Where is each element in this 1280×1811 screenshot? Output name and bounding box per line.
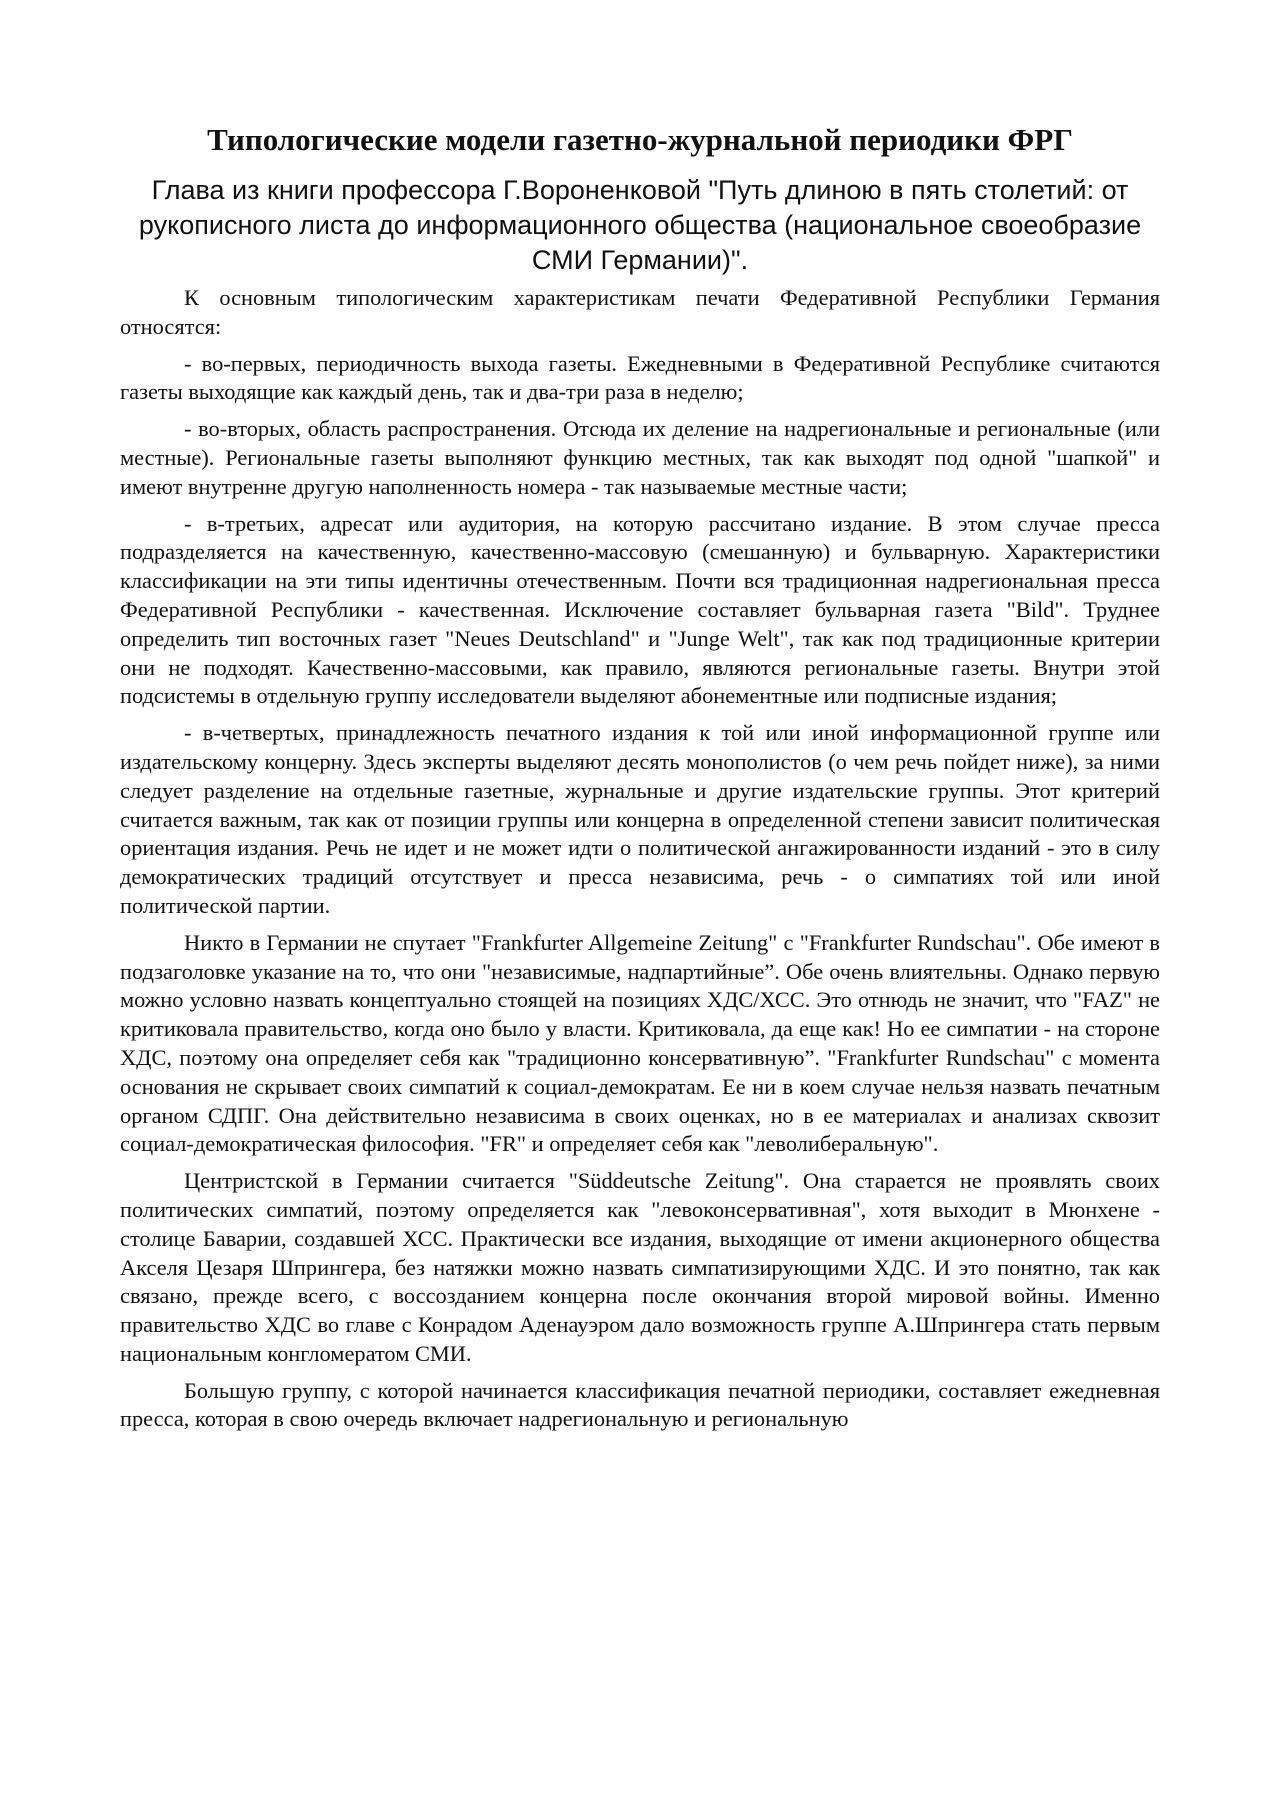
paragraph-faz-fr: Никто в Германии не спутает "Frankfurter Allgemeine Zeitung" с "Frankfurter Rundschau". Обе имеют в подзаголовке указание на то, что они "независимые, надпартийные”. Обе очень влиятельны. Однако первую можно условно назвать концептуально стоящей на позициях ХДС/ХСС. Это отнюдь не значит, что "FAZ" не критиковала правительство, когда оно было у власти. Критиковала, да еще как! Но ее симпатии - на стороне ХДС, поэтому она определяет себя как "традиционно консервативную”. "Frankfurter Rundschau" с момента основания не скрывает своих симпатий к социал-демократам. Ее ни в коем случае нельзя назвать печатным органом СДПГ. Она действительно независима в своих оценках, но в ее материалах и анализах сквозит социал-демократическая философия. "FR" и определяет себя как "леволиберальную". bbox=[120, 929, 1160, 1157]
paragraph-sz-springer: Центристской в Германии считается "Süddeutsche Zeitung". Она старается не проявлять своих политических симпатий, поэтому определяется как "левоконсервативная", хотя выходит в Мюнхене - столице Баварии, создавшей ХСС. Практически все издания, выходящие от имени акционерного общества Акселя Цезаря Шпрингера, без натяжки можно назвать симпатизирующими ХДС. И это понятно, так как связано, прежде всего, с воссозданием концерна после окончания второй мировой войны. Именно правительство ХДС во главе с Конрадом Аденауэром дало возможность группе А.Шпрингера стать первым национальным конгломератом СМИ. bbox=[120, 1168, 1160, 1366]
paragraph-daily-press: Большую группу, с которой начинается классификация печатной периодики, составляет ежедневная пресса, которая в свою очередь включает надрегиональную и региональную bbox=[120, 1377, 1160, 1432]
document-body bbox=[120, 284, 1160, 1442]
page-subtitle: Глава из книги профессора Г.Вороненковой "Путь длиною в пять столетий: от рукописного листа до информационного общества (национальное своеобразие СМИ Германии)". bbox=[138, 175, 1142, 275]
paragraph-ownership: - в-четвертых, принадлежность печатного издания к той или иной информационной группе или издательскому концерну. Здесь эксперты выделяют десять монополистов (о чем речь пойдет ниже), за ними следует разделение на отдельные газетные, журнальные и другие издательские группы. Этот критерий считается важным, так как от позиции группы или концерна в определенной степени зависит политическая ориентация издания. Речь не идет и не может идти о политической ангажированности изданий - это в силу демократических традиций отсутствует и пресса независима, речь - о симпатиях той или иной политической партии. bbox=[120, 720, 1160, 918]
paragraph-audience: - в-третьих, адресат или аудитория, на которую рассчитано издание. В этом случае пресса подразделяется на качественную, качественно-массовую (смешанную) и бульварную. Характеристики классификации на эти типы идентичны отечественным. Почти вся традиционная надрегиональная пресса Федеративной Республики - качественная. Исключение составляет бульварная газета "Bild". Труднее определить тип восточных газет "Neues Deutschland" и "Junge Welt", так как под традиционные критерии они не подходят. Качественно-массовыми, как правило, являются региональные газеты. Внутри этой подсистемы в отдельную группу исследователи выделяют абонементные или подписные издания; bbox=[120, 510, 1160, 709]
page-title: Типологические модели газетно-журнальной периодики ФРГ bbox=[207, 122, 1073, 157]
paragraph-periodicity: - во-первых, периодичность выхода газеты. Ежедневными в Федеративной Республике считаются газеты выходящие как каждый день, так и два-три раза в неделю; bbox=[120, 350, 1160, 405]
paragraph-intro: К основным типологическим характеристикам печати Федеративной Республики Германия относятся: bbox=[120, 285, 1160, 339]
paragraph-distribution-area: - во-вторых, область распространения. Отсюда их деление на надрегиональные и региональные (или местные). Региональные газеты выполняют функцию местных, так как выходят под одной "шапкой" и имеют внутренне другую наполненность номера - так называемые местные части; bbox=[120, 416, 1160, 499]
